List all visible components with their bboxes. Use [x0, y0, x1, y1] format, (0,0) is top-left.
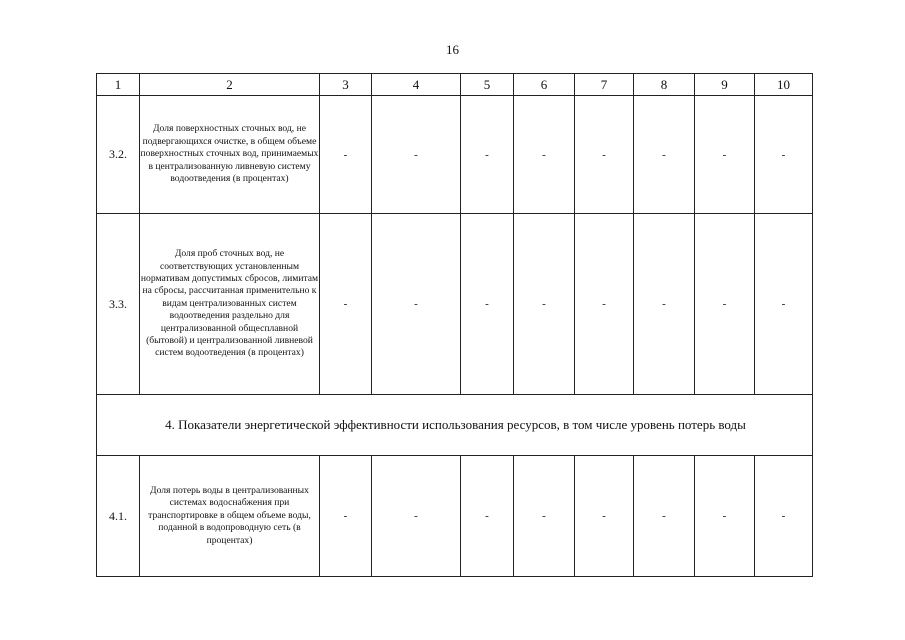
value-cell: -	[514, 214, 575, 395]
value-cell: -	[755, 456, 813, 577]
table-row	[97, 456, 813, 577]
column-header: 10	[755, 74, 813, 96]
section-row	[97, 395, 813, 456]
row-number: 3.3.	[97, 214, 140, 395]
row-description: Доля потерь воды в централизованных системах водоснабжения при транспортировке в общем объеме воды, поданной в водопроводную сеть (в процентах)	[140, 456, 320, 577]
column-header: 7	[575, 74, 634, 96]
value-cell: -	[755, 96, 813, 214]
value-cell: -	[320, 214, 372, 395]
column-header: 4	[372, 74, 461, 96]
table-row	[97, 214, 813, 395]
row-number: 3.2.	[97, 96, 140, 214]
column-number-row	[97, 74, 813, 96]
value-cell: -	[575, 456, 634, 577]
value-cell: -	[514, 456, 575, 577]
column-header: 1	[97, 74, 140, 96]
column-header: 8	[634, 74, 695, 96]
row-number: 4.1.	[97, 456, 140, 577]
value-cell: -	[320, 96, 372, 214]
value-cell: -	[461, 456, 514, 577]
row-description: Доля поверхностных сточных вод, не подвергающихся очистке, в общем объеме поверхностных сточных вод, принимаемых в централизованную ливневую систему водоотведения (в процентах)	[140, 96, 320, 214]
indicators-table	[96, 73, 813, 577]
section-title	[97, 395, 813, 456]
value-cell: -	[755, 214, 813, 395]
section-title-text: 4. Показатели энергетической эффективности использования ресурсов, в том числе уровень потерь воды	[165, 417, 746, 432]
value-cell: -	[634, 456, 695, 577]
column-header: 9	[695, 74, 755, 96]
column-header: 3	[320, 74, 372, 96]
value-cell: -	[695, 96, 755, 214]
column-header: 2	[140, 74, 320, 96]
value-cell: -	[634, 214, 695, 395]
value-cell: -	[372, 214, 461, 395]
value-cell: -	[575, 96, 634, 214]
page-number: 16	[446, 42, 459, 57]
table-row	[97, 96, 813, 214]
value-cell: -	[575, 214, 634, 395]
value-cell: -	[320, 456, 372, 577]
value-cell: -	[372, 96, 461, 214]
value-cell: -	[695, 214, 755, 395]
value-cell: -	[461, 214, 514, 395]
value-cell: -	[634, 96, 695, 214]
value-cell: -	[695, 456, 755, 577]
column-header: 6	[514, 74, 575, 96]
column-header: 5	[461, 74, 514, 96]
row-description: Доля проб сточных вод, не соответствующих установленным нормативам допустимых сбросов, лимитам на сбросы, рассчитанная применительно к видам централизованных систем водоотведения раздельно для централизованной общесплавной (бытовой) и централизованной ливневой систем водоотведения (в процентах)	[140, 214, 320, 395]
value-cell: -	[514, 96, 575, 214]
value-cell: -	[372, 456, 461, 577]
value-cell: -	[461, 96, 514, 214]
